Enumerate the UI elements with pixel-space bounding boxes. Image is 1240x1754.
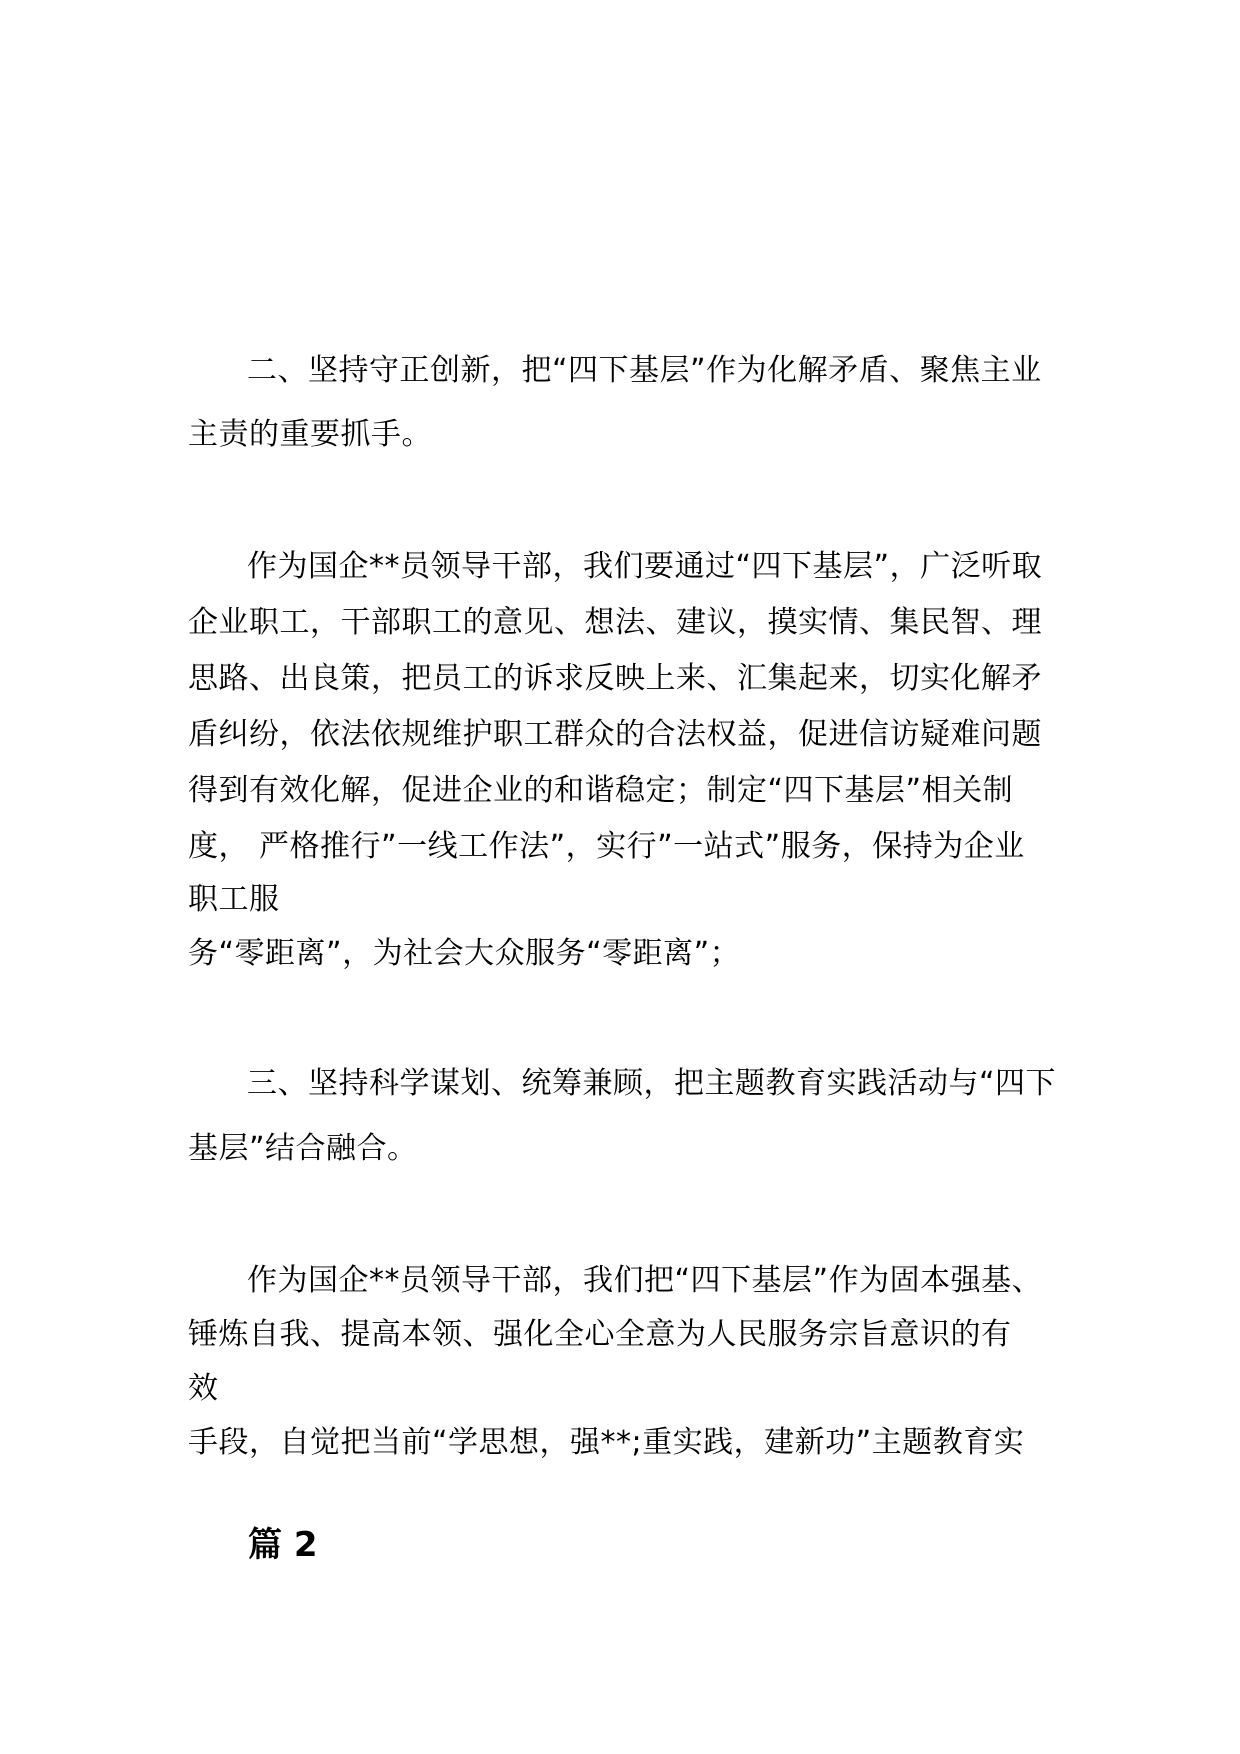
text-line: 作为国企**员领导干部，我们把“四下基层”作为固本强基、: [247, 1263, 1043, 1298]
text-line: 锤炼自我、提高本领、强化全心全意为人民服务宗旨意识的有: [188, 1317, 1012, 1352]
text-line: 得到有效化解，促进企业的和谐稳定；制定“四下基层”相关制: [188, 773, 1014, 808]
text-line: 盾纠纷，依法依规维护职工群众的合法权益，促进信访疑难问题: [188, 717, 1042, 752]
text-line: 务“零距离”，为社会大众服务“零距离”；: [188, 936, 741, 971]
text-line: 作为国企**员领导干部，我们要通过“四下基层”，广泛听取: [247, 549, 1043, 584]
text-line: 度， 严格推行”一线工作法”，实行”一站式”服务，保持为企业: [188, 829, 1025, 864]
text-line: 三、坚持科学谋划、统筹兼顾，把主题教育实践活动与“四下: [247, 1066, 1057, 1101]
text-line: 职工服: [188, 882, 280, 917]
text-line: 效: [188, 1371, 219, 1406]
text-line: 二、坚持守正创新，把“四下基层”作为化解矛盾、聚焦主业: [247, 353, 1042, 388]
text-line: 企业职工，干部职工的意见、想法、建议，摸实情、集民智、理: [188, 605, 1042, 640]
part-heading: 篇 2: [248, 1525, 318, 1565]
text-line: 主责的重要抓手。: [188, 417, 432, 452]
text-line: 手段，自觉把当前“学思想，强**;重实践，建新功”主题教育实: [188, 1425, 1025, 1460]
text-line: 基层”结合融合。: [188, 1131, 418, 1166]
text-line: 思路、出良策，把员工的诉求反映上来、汇集起来，切实化解矛: [188, 661, 1042, 696]
